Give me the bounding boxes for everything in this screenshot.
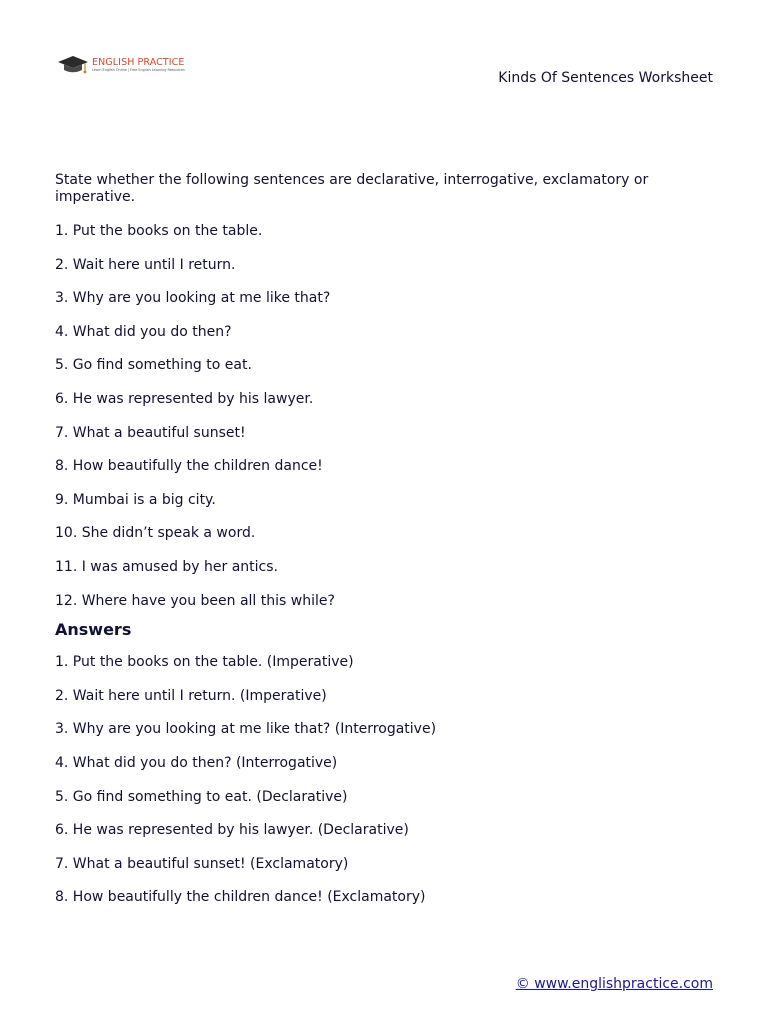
answer-item: 4. What did you do then? (Interrogative) bbox=[55, 754, 338, 771]
question-item: 2. Wait here until I return. bbox=[55, 256, 236, 273]
answer-list bbox=[55, 654, 715, 906]
question-item: 4. What did you do then? bbox=[55, 323, 232, 340]
question-item: 8. How beautifully the children dance! bbox=[55, 458, 323, 475]
question-item: 11. I was amused by her antics. bbox=[55, 558, 278, 575]
answer-item: 3. Why are you looking at me like that? (Interrogative) bbox=[55, 721, 437, 738]
graduation-cap-icon bbox=[56, 53, 90, 77]
worksheet-content bbox=[55, 172, 715, 923]
answer-item: 6. He was represented by his lawyer. (Declarative) bbox=[55, 822, 409, 839]
answers-heading: Answers bbox=[55, 620, 132, 640]
question-item: 7. What a beautiful sunset! bbox=[55, 424, 246, 441]
website-link[interactable]: © www.englishpractice.com bbox=[515, 976, 713, 992]
logo-tagline: Learn English Online | Free English Learning Resources bbox=[92, 68, 185, 73]
worksheet-title: Kinds Of Sentences Worksheet bbox=[498, 70, 713, 86]
question-item: 10. She didn’t speak a word. bbox=[55, 525, 256, 542]
question-item: 5. Go find something to eat. bbox=[55, 357, 252, 374]
logo-title: ENGLISH PRACTICE bbox=[92, 56, 185, 68]
answer-item: 2. Wait here until I return. (Imperative) bbox=[55, 687, 327, 704]
question-item: 12. Where have you been all this while? bbox=[55, 592, 335, 609]
answer-item: 7. What a beautiful sunset! (Exclamatory) bbox=[55, 855, 349, 872]
question-item: 6. He was represented by his lawyer. bbox=[55, 390, 314, 407]
question-item: 9. Mumbai is a big city. bbox=[55, 491, 216, 508]
logo-text bbox=[92, 58, 185, 73]
answer-item: 1. Put the books on the table. (Imperative) bbox=[55, 654, 354, 671]
question-list bbox=[55, 223, 715, 610]
answer-item: 8. How beautifully the children dance! (Exclamatory) bbox=[55, 889, 426, 906]
logo bbox=[56, 52, 186, 78]
question-item: 1. Put the books on the table. bbox=[55, 223, 263, 239]
question-item: 3. Why are you looking at me like that? bbox=[55, 290, 331, 307]
answer-item: 5. Go find something to eat. (Declarative) bbox=[55, 788, 348, 805]
instructions: State whether the following sentences are declarative, interrogative, exclamatory or imperative. bbox=[55, 172, 649, 205]
